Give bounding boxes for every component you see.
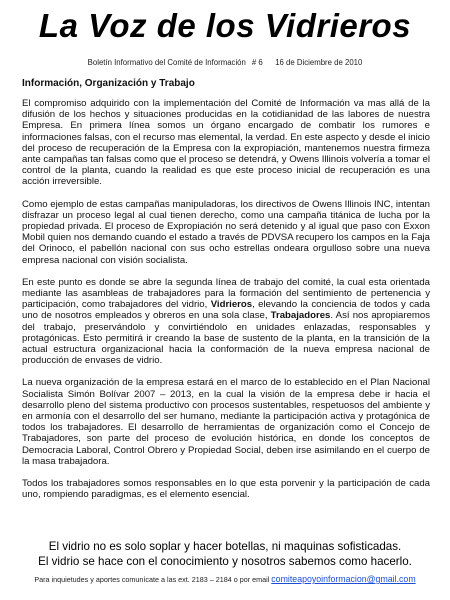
paragraph-4: La nueva organización de la empresa estará en el marco de lo establecido en el Plan Nacional Socialista Simón Bolívar 2007 – 2013, en la cual la visión de la empresa debe ir hacia el desarrollo pleno del sistema productivo con procesos sustentables, respetuosos del ambiente y en armonía con el desarrollo del ser humano, mediante la participación activa y protagónica de todos los trabajadores. El desarrollo de herramientas de organización como el Concejo de Trabajadores, son parte del proceso de evolución histórica, en donde los conceptos de Democracia Laboral, Control Obrero y Propiedad Social, deben irse asimilando en el cuerpo de la masa trabajadora. bbox=[22, 377, 430, 467]
paragraph-3-part-d: . Así nos apropiaremos del trabajo, preservándolo y convirtiéndolo en unidades enlazadas, responsables y protagónicas. Esto permitirá ir creando la base de sustento de la planta, en la transición de la actual estructura organizacional hacia la conformación de la nueva empresa nacional de producción de envases de vidrio. bbox=[22, 310, 430, 367]
paragraph-3-part-c: , elevando la conciencia de todos y cada uno de nosotros empleados y obreros en una sola clase, bbox=[22, 299, 430, 322]
bulletin-name: Boletín Informativo del Comité de Información bbox=[87, 58, 246, 67]
emphasis-vidrieros: Vidrieros bbox=[210, 299, 253, 311]
newsletter-subtitle bbox=[0, 58, 450, 67]
paragraph-2: Como ejemplo de estas campañas manipuladoras, los directivos de Owens Illinois INC, intentan disfrazar un proceso legal al cual tienen derecho, como una campaña titánica de lucha por la propiedad privada. El proceso de Expropiación no será detenido y al igual que paso con Exxon Mobil quien nos demando cuando el estado a través de PDVSA recupero los campos en la Faja del Orinoco, el pabellón nacional con sus ocho estrellas ondeara orgulloso sobre una nueva empresa nacional con visión socialista. bbox=[22, 198, 430, 266]
section-title: Información, Organización y Trabajo bbox=[22, 78, 195, 89]
newsletter-title: La Voz de los Vidrieros bbox=[38, 7, 412, 44]
issue-date: 16 de Diciembre de 2010 bbox=[275, 58, 363, 67]
paragraph-3-part-a: En este punto es donde se abre la segunda línea de trabajo del comité, la cual esta orientada mediante las asambleas de trabajadores para la formación del sentimiento de pertenencia y participación, como trabajadores del vidrio, bbox=[22, 276, 430, 311]
emphasis-trabajadores: Trabajadores bbox=[270, 310, 331, 322]
paragraph-1: El compromiso adquirido con la implementación del Comité de Información va mas allá de la difusión de los hechos y situaciones producidas en la cotidianidad de las labores de nuestra Empresa. En primera línea somos un órgano encargado de combatir los rumores e informaciones falsas, con el recurso mas elemental, la verdad. En este aspecto y desde el inicio del proceso de recuperación de la Empresa con la expropiación, mantenemos nuestra firmeza ante campañas tan falsas como que el proceso se detendrá, y Owens Illinois volvería a tomar el control de la planta, cuando la realidad es que este proceso inicial de recuperación es una acción irreversible. bbox=[22, 98, 430, 188]
motto-line-1: El vidrio no es solo soplar y hacer botellas, ni maquinas sofisticadas. bbox=[48, 540, 402, 553]
footer-contact-text: Para inquietudes y aportes comunícate a las ext. 2183 – 2184 o por email bbox=[34, 575, 270, 584]
motto-line-2: El vidrio se hace con el conocimiento y nosotros sabemos como hacerlo. bbox=[38, 555, 412, 568]
paragraph-5: Todos los trabajadores somos responsables en lo que esta porvenir y la participación de cada uno, rompiendo paradigmas, es el elemento esencial. bbox=[22, 478, 430, 501]
email-link[interactable]: comiteapoyoinformacion@gmail.com bbox=[271, 574, 416, 584]
motto bbox=[0, 539, 450, 569]
paragraph-3 bbox=[22, 277, 430, 367]
issue-number: # 6 bbox=[251, 58, 263, 67]
footer bbox=[0, 574, 450, 584]
article-body bbox=[22, 98, 430, 512]
